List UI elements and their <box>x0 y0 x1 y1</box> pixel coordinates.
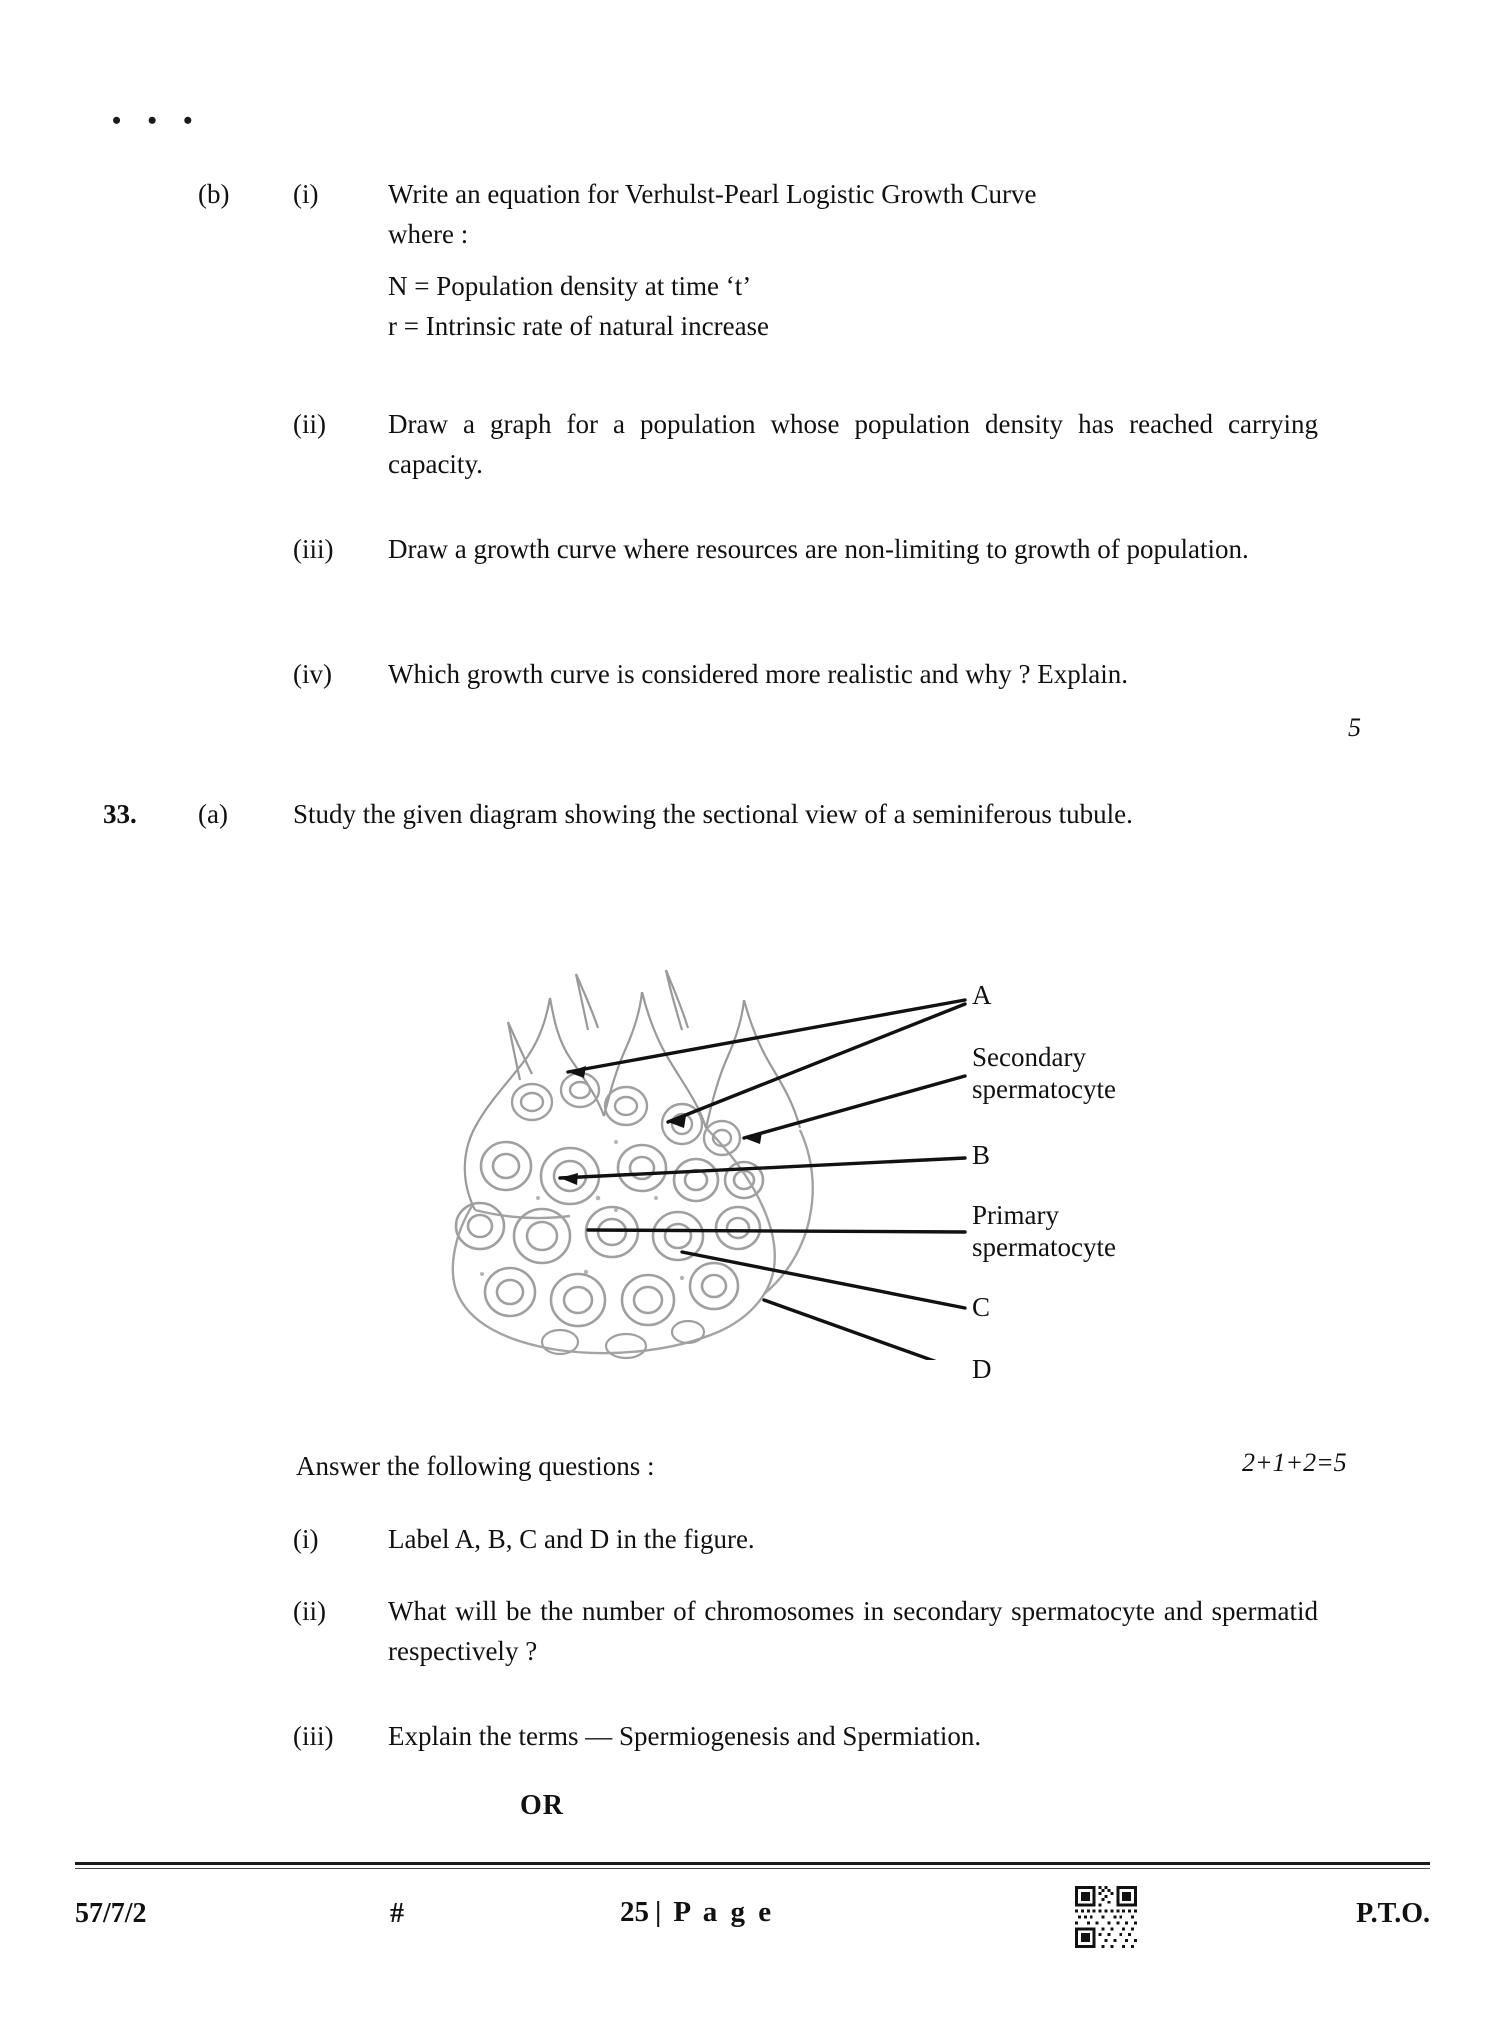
question-33-ii-roman: (ii) <box>293 1596 326 1626</box>
question-33-item-i <box>293 1520 1348 1560</box>
question-33-item-iii <box>293 1717 1348 1757</box>
question-32b-i-line-1: Write an equation for Verhulst-Pearl Logistic Growth Curve <box>388 179 1037 209</box>
footer-divider-thick <box>75 1862 1430 1865</box>
page-footer <box>75 1890 1430 1960</box>
question-33-marks: 2+1+2=5 <box>1242 1448 1347 1477</box>
question-33-item-ii <box>293 1592 1348 1672</box>
figure-label-c: C <box>972 1292 991 1322</box>
qr-code-svg <box>1075 1886 1137 1948</box>
question-33-stem-text: Study the given diagram showing the sectional view of a seminiferous tubule. <box>293 799 1133 829</box>
footer-divider-thin <box>75 1868 1430 1869</box>
question-33-sub-label: (a) <box>198 799 228 829</box>
question-32b-i-text <box>388 175 1323 347</box>
figure-label-primary-line2: spermatocyte <box>972 1231 1116 1262</box>
question-33-ii-text: What will be the number of chromosomes in secondary spermatocyte and spermatid respectively ? <box>388 1596 1318 1666</box>
footer-pto-label: P.T.O. <box>1356 1898 1430 1929</box>
question-32b-item-i <box>198 175 1348 347</box>
question-32b-i-definition-N: N = Population density at time ‘t’ <box>388 270 752 301</box>
question-32b-ii-roman: (ii) <box>293 409 326 439</box>
figure-label-d: D <box>972 1354 992 1384</box>
figure-label-secondary-spermatocyte <box>972 1042 1116 1106</box>
question-32b-item-iv <box>293 655 1348 695</box>
interstitial-texture <box>480 1140 684 1280</box>
question-32b-i-line-2: where : <box>388 218 469 249</box>
question-33-i-text: Label A, B, C and D in the figure. <box>388 1524 755 1554</box>
top-dots-marker: • • • <box>112 106 203 135</box>
question-33-stem-row <box>103 795 1348 835</box>
question-32b-item-iii <box>293 530 1348 570</box>
question-33-number: 33. <box>103 799 137 829</box>
question-32b-iv-roman: (iv) <box>293 659 332 689</box>
question-32b-ii-text: Draw a graph for a population whose population density has reached carrying capacity. <box>388 409 1318 479</box>
seminiferous-tubule-drawing <box>420 880 1100 1360</box>
question-32b-sub-label: (b) <box>198 179 230 209</box>
question-33-answer-prompt: Answer the following questions : <box>296 1451 655 1481</box>
footer-page-number: 25 <box>620 1896 649 1928</box>
figure-label-secondary-line2: spermatocyte <box>972 1073 1116 1104</box>
figure-label-secondary-line1: Secondary <box>972 1042 1086 1072</box>
footer-page-word: P a g e <box>673 1896 775 1928</box>
or-separator: OR <box>520 1790 564 1821</box>
question-32b-iv-text: Which growth curve is considered more realistic and why ? Explain. <box>388 659 1129 689</box>
footer-page-indicator: 25 | P a g e <box>620 1896 775 1928</box>
qr-code-icon <box>1075 1886 1137 1948</box>
question-32b-item-ii <box>293 405 1348 485</box>
question-32b-marks: 5 <box>1348 713 1361 742</box>
footer-hash-mark: # <box>390 1898 404 1929</box>
figure-label-b: B <box>972 1140 991 1170</box>
cell-cluster <box>456 1073 763 1358</box>
figure-label-primary-line1: Primary <box>972 1200 1059 1230</box>
question-33-iii-roman: (iii) <box>293 1721 334 1751</box>
question-32b-i-definition-r: r = Intrinsic rate of natural increase <box>388 310 770 341</box>
figure-label-a: A <box>972 980 992 1010</box>
question-33-iii-text: Explain the terms — Spermiogenesis and Spermiation. <box>388 1721 982 1751</box>
question-33-i-roman: (i) <box>293 1524 319 1554</box>
question-32b-iii-roman: (iii) <box>293 534 334 564</box>
figure-label-primary-spermatocyte <box>972 1200 1116 1264</box>
seminiferous-tubule-figure <box>420 880 1116 1384</box>
footer-paper-code: 57/7/2 <box>75 1898 147 1929</box>
question-32b-i-roman: (i) <box>293 179 319 209</box>
question-32b-iii-text: Draw a growth curve where resources are non-limiting to growth of population. <box>388 534 1249 564</box>
